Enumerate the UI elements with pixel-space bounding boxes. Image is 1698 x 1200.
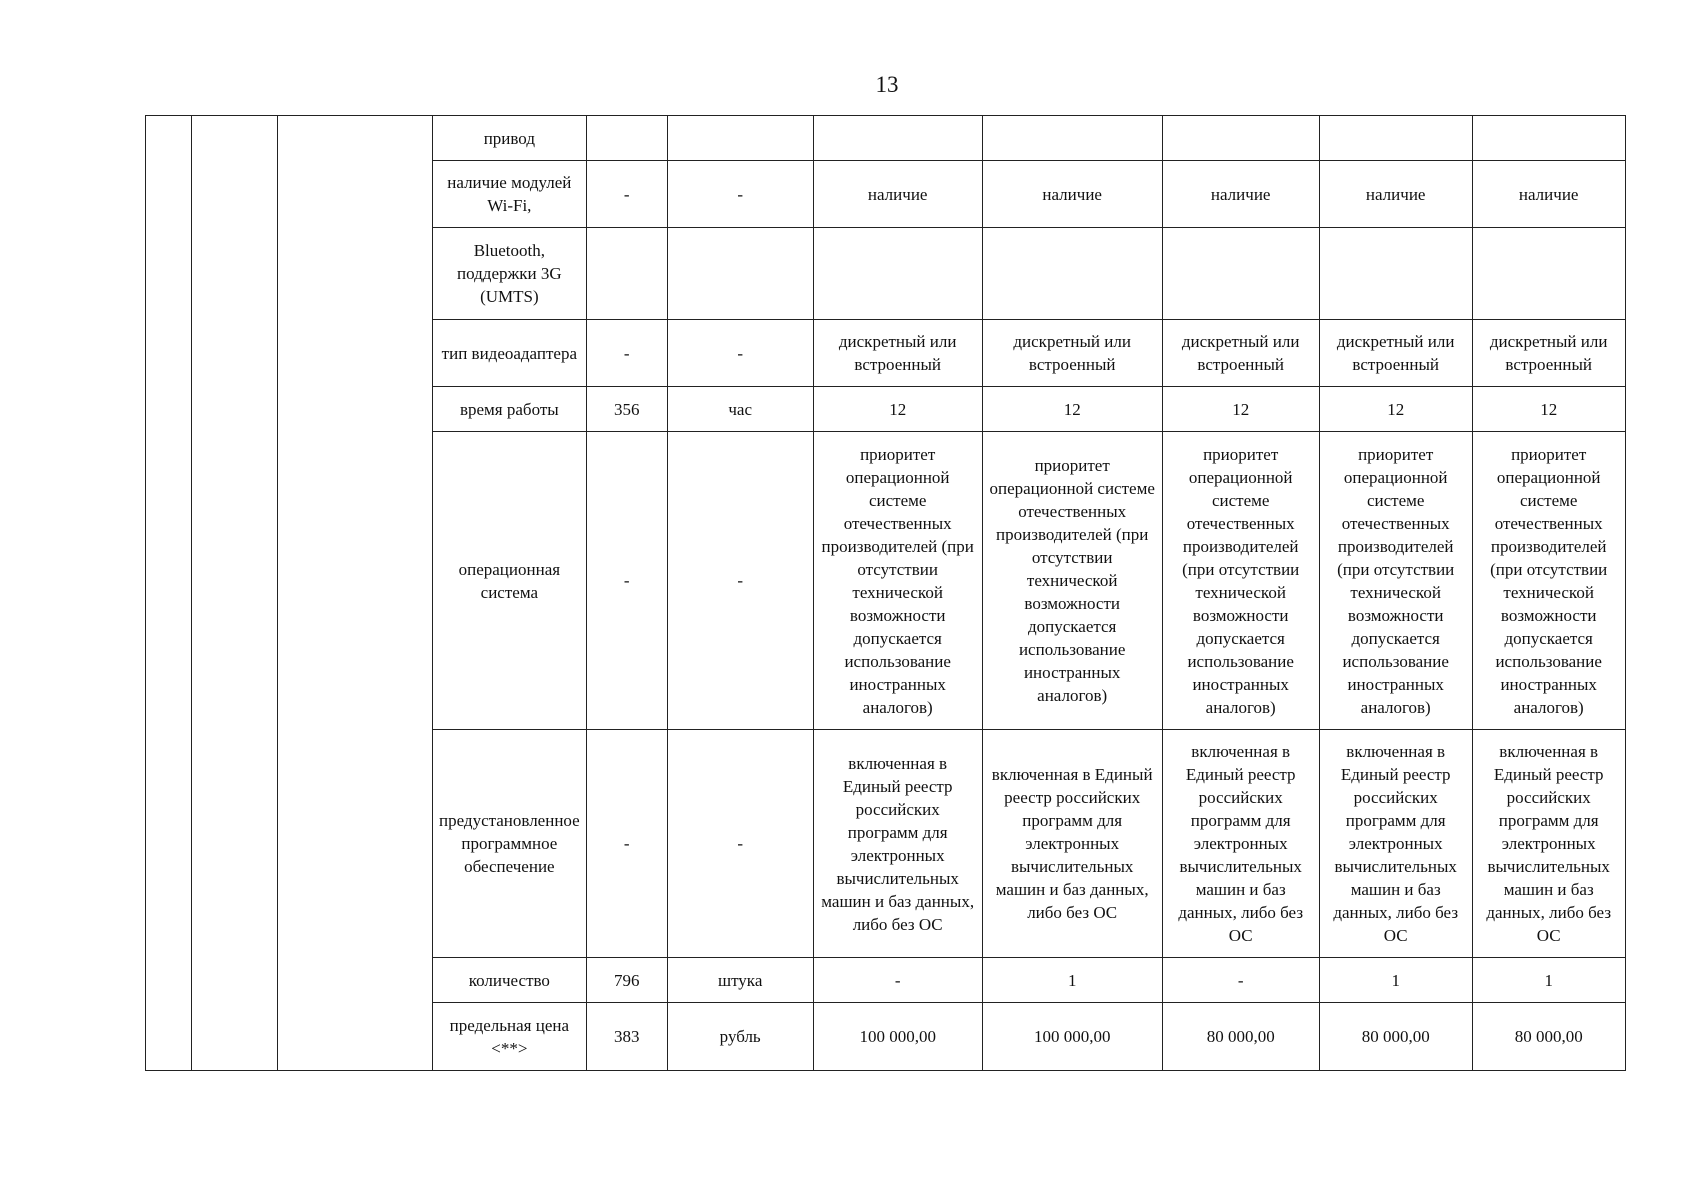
value-cell: дискретный или встроенный [982,320,1162,387]
code-cell [586,116,667,161]
value-cell: дискретный или встроенный [813,320,982,387]
value-cell: включенная в Единый реестр российских программ для электронных вычислительных машин и баз данных, либо без ОС [1162,730,1319,958]
parameter-label: предустановленное программное обеспечение [433,730,587,958]
code-cell: 356 [586,387,667,432]
unit-cell: час [667,387,813,432]
unit-cell: - [667,432,813,730]
table-row-drive [146,116,1626,161]
value-cell: 12 [982,387,1162,432]
parameter-label: привод [433,116,587,161]
value-cell [813,228,982,320]
value-cell: включенная в Единый реестр российских программ для электронных вычислительных машин и баз данных, либо без ОС [982,730,1162,958]
value-cell: 12 [1319,387,1472,432]
value-cell: 12 [813,387,982,432]
code-cell: 796 [586,958,667,1003]
value-cell: приоритет операционной системе отечественных производителей (при отсутствии технической возможности допускается использование иностранных аналогов) [1472,432,1625,730]
parameter-label: предельная цена <**> [433,1003,587,1071]
parameter-label: время работы [433,387,587,432]
value-cell [982,116,1162,161]
value-cell: наличие [982,161,1162,228]
parameter-label: тип видеоадаптера [433,320,587,387]
value-cell: 1 [982,958,1162,1003]
value-cell: дискретный или встроенный [1162,320,1319,387]
unit-cell: - [667,730,813,958]
code-cell [586,228,667,320]
value-cell: 12 [1162,387,1319,432]
parameter-label: количество [433,958,587,1003]
value-cell: наличие [1319,161,1472,228]
value-cell: 12 [1472,387,1625,432]
value-cell: приоритет операционной системе отечественных производителей (при отсутствии технической возможности допускается использование иностранных аналогов) [1162,432,1319,730]
value-cell: приоритет операционной системе отечественных производителей (при отсутствии технической возможности допускается использование иностранных аналогов) [1319,432,1472,730]
value-cell [1319,228,1472,320]
empty-column-3 [278,116,433,1071]
empty-column-1 [146,116,192,1071]
value-cell [1162,228,1319,320]
code-cell: - [586,161,667,228]
parameter-label: операционная система [433,432,587,730]
unit-cell: рубль [667,1003,813,1071]
value-cell [1162,116,1319,161]
value-cell: 80 000,00 [1319,1003,1472,1071]
value-cell: 1 [1319,958,1472,1003]
value-cell: включенная в Единый реестр российских программ для электронных вычислительных машин и баз данных, либо без ОС [1472,730,1625,958]
empty-column-2 [192,116,278,1071]
code-cell: - [586,730,667,958]
value-cell: включенная в Единый реестр российских программ для электронных вычислительных машин и баз данных, либо без ОС [1319,730,1472,958]
value-cell: 100 000,00 [982,1003,1162,1071]
code-cell: - [586,320,667,387]
value-cell: 100 000,00 [813,1003,982,1071]
value-cell: 1 [1472,958,1625,1003]
unit-cell [667,116,813,161]
value-cell: приоритет операционной системе отечественных производителей (при отсутствии технической возможности допускается использование иностранных аналогов) [982,432,1162,730]
value-cell [982,228,1162,320]
value-cell [1472,116,1625,161]
value-cell: приоритет операционной системе отечественных производителей (при отсутствии технической возможности допускается использование иностранных аналогов) [813,432,982,730]
code-cell: - [586,432,667,730]
parameter-label: наличие модулей Wi-Fi, [433,161,587,228]
value-cell: - [813,958,982,1003]
specification-table [145,115,1626,1071]
unit-cell [667,228,813,320]
unit-cell: - [667,161,813,228]
unit-cell: - [667,320,813,387]
value-cell: дискретный или встроенный [1319,320,1472,387]
value-cell: наличие [813,161,982,228]
value-cell: наличие [1472,161,1625,228]
unit-cell: штука [667,958,813,1003]
value-cell [813,116,982,161]
value-cell: дискретный или встроенный [1472,320,1625,387]
code-cell: 383 [586,1003,667,1071]
value-cell: 80 000,00 [1162,1003,1319,1071]
value-cell: включенная в Единый реестр российских программ для электронных вычислительных машин и баз данных, либо без ОС [813,730,982,958]
value-cell [1472,228,1625,320]
parameter-label: Bluetooth, поддержки 3G (UMTS) [433,228,587,320]
value-cell: наличие [1162,161,1319,228]
value-cell: 80 000,00 [1472,1003,1625,1071]
page-number: 13 [875,72,899,97]
value-cell: - [1162,958,1319,1003]
value-cell [1319,116,1472,161]
